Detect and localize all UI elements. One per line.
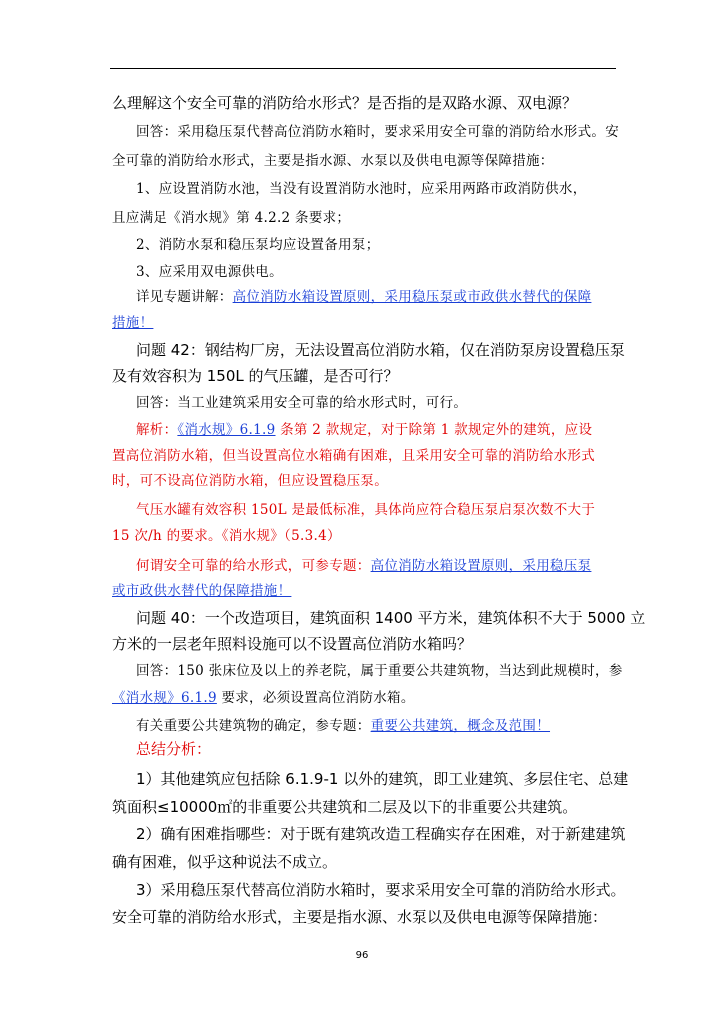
code-link[interactable]: 《消水规》6.1.9 bbox=[177, 422, 276, 438]
answer-text: 回答：采用稳压泵代替高位消防水箱时，要求采用安全可靠的消防给水形式。安 bbox=[136, 124, 619, 140]
code-link[interactable]: 《消水规》6.1.9 bbox=[112, 690, 217, 706]
answer-text-part: 要求，必须设置高位消防水箱。 bbox=[216, 690, 415, 706]
reference-label: 详见专题讲解： bbox=[136, 289, 233, 305]
question-text: 么理解这个安全可靠的消防给水形式？是否指的是双路水源、双电源？ bbox=[112, 94, 578, 112]
topic-link[interactable]: 高位消防水箱设置原则，采用稳压泵 bbox=[370, 558, 592, 574]
summary-text: 3）采用稳压泵代替高位消防水箱时，要求采用安全可靠的消防给水形式。 bbox=[136, 881, 626, 899]
header-rule bbox=[110, 68, 616, 69]
reference-line bbox=[112, 313, 153, 333]
analysis-text bbox=[136, 420, 592, 440]
analysis-text: 置高位消防水箱，但当设置高位水箱确有困难，且采用安全可靠的消防给水形式 bbox=[112, 448, 595, 464]
analysis-text: 15 次/h 的要求。《消水规》（5.3.4） bbox=[112, 528, 341, 544]
question-text: 问题 40：一个改造项目，建筑面积 1400 平方米，建筑体积不大于 5000 立 bbox=[136, 609, 646, 627]
summary-text: 1）其他建筑应包括除 6.1.9-1 以外的建筑，即工业建筑、多层住宅、总建 bbox=[136, 770, 629, 788]
list-item: 且应满足《消水规》第 4.2.2 条要求； bbox=[112, 210, 351, 226]
topic-link[interactable]: 高位消防水箱设置原则，采用稳压泵或市政供水替代的保障 bbox=[232, 289, 592, 305]
list-item: 2、消防水泵和稳压泵均应设置备用泵； bbox=[136, 237, 380, 253]
answer-text: 全可靠的消防给水形式，主要是指水源、水泵以及供电电源等保障措施： bbox=[112, 153, 554, 169]
question-text: 方米的一层老年照料设施可以不设置高位消防水箱吗？ bbox=[112, 635, 473, 653]
summary-text: 筑面积≤10000㎡的非重要公共建筑和二层及以下的非重要公共建筑。 bbox=[112, 798, 578, 816]
question-text: 及有效容积为 150L 的气压罐，是否可行？ bbox=[112, 367, 399, 385]
summary-text: 安全可靠的消防给水形式，主要是指水源、水泵以及供电电源等保障措施： bbox=[112, 908, 608, 926]
reference-line bbox=[112, 581, 291, 601]
analysis-text: 气压水罐有效容积 150L 是最低标准，具体尚应符合稳压泵启泵次数不大于 bbox=[136, 502, 596, 518]
reference-label: 何谓安全可靠的给水形式，可参专题： bbox=[136, 558, 371, 574]
answer-text: 回答：当工业建筑采用安全可靠的给水形式时，可行。 bbox=[136, 395, 468, 411]
summary-text: 2）确有困难指哪些：对于既有建筑改造工程确实存在困难，对于新建建筑 bbox=[136, 825, 626, 843]
summary-text: 确有困难，似乎这种说法不成立。 bbox=[112, 853, 338, 871]
reference-line bbox=[136, 556, 591, 576]
topic-link[interactable]: 或市政供水替代的保障措施！ bbox=[112, 583, 292, 599]
answer-text bbox=[112, 688, 415, 708]
reference-line bbox=[136, 716, 550, 736]
answer-text: 回答：150 张床位及以上的养老院，属于重要公共建筑物，当达到此规模时，参 bbox=[136, 663, 623, 679]
page-number: 96 bbox=[355, 950, 369, 961]
question-text: 问题 42：钢结构厂房，无法设置高位消防水箱，仅在消防泵房设置稳压泵 bbox=[136, 341, 625, 359]
reference-label: 有关重要公共建筑物的确定，参专题： bbox=[136, 718, 371, 734]
topic-link[interactable]: 重要公共建筑，概念及范围！ bbox=[370, 718, 551, 734]
analysis-text: 时，可不设高位消防水箱，但应设置稳压泵。 bbox=[112, 473, 388, 489]
list-item: 1、应设置消防水池，当没有设置消防水池时，应采用两路市政消防供水， bbox=[136, 181, 587, 197]
reference-line bbox=[136, 287, 591, 307]
topic-link[interactable]: 措施！ bbox=[112, 315, 154, 331]
analysis-text-part: 条第 2 款规定，对于除第 1 款规定外的建筑，应设 bbox=[275, 422, 593, 438]
analysis-label: 解析： bbox=[136, 422, 178, 438]
list-item: 3、应采用双电源供电。 bbox=[136, 264, 283, 280]
summary-heading: 总结分析： bbox=[136, 740, 212, 758]
